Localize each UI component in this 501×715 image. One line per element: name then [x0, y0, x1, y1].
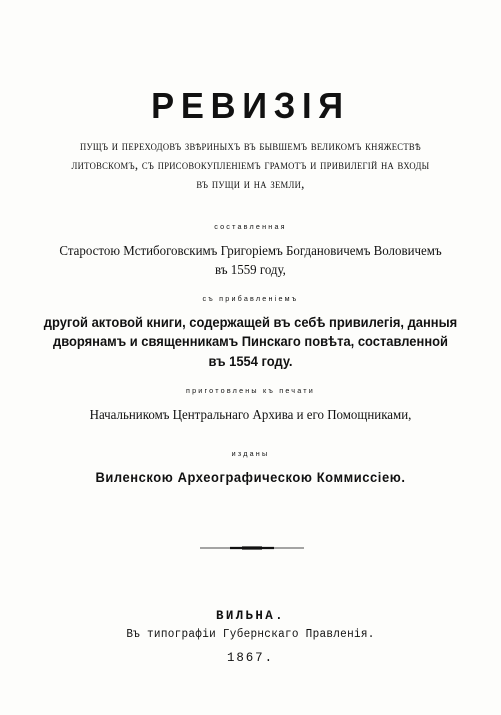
prepared-by: Начальникомъ Центральнаго Архива и его Помощниками, [89, 407, 412, 422]
imprint-year: 1867. [227, 650, 274, 665]
imprint-press: Въ типографіи Губернскаго Правленія. [126, 628, 375, 641]
imprint-place: ВИЛЬНА. [215, 608, 286, 623]
issued-label: изданы [231, 449, 270, 458]
appendix-line-3: въ 1554 году. [208, 354, 293, 369]
ornamental-rule [200, 545, 304, 551]
publisher: Виленскою Археографическою Коммиссіею. [95, 470, 406, 485]
subtitle-line-3: въ пущи и на земли, [196, 176, 305, 191]
author-line-1: Старостою Мстибоговскимъ Григоріемъ Богдановичемъ Воловичемъ [59, 243, 442, 258]
prepared-label: приготовлены къ печати [185, 386, 316, 395]
composed-label: составленная [214, 222, 287, 231]
appendix-label: съ прибавленіемъ [202, 294, 299, 303]
document-title: РЕВИЗІЯ [151, 85, 350, 126]
subtitle-line-1: пущъ и переходовъ звѣриныхъ въ бывшемъ великомъ княжествѣ [79, 138, 422, 153]
author-line-2: въ 1559 году, [215, 262, 286, 277]
subtitle-line-2: литовскомъ, съ присовокупленіемъ грамотъ и привилегій на входы [71, 157, 430, 172]
appendix-line-2: дворянамъ и священникамъ Пинскаго повѣта, составленной [53, 334, 448, 349]
appendix-line-1: другой актовой книги, содержащей въ себѣ привилегія, данныя [43, 315, 458, 330]
